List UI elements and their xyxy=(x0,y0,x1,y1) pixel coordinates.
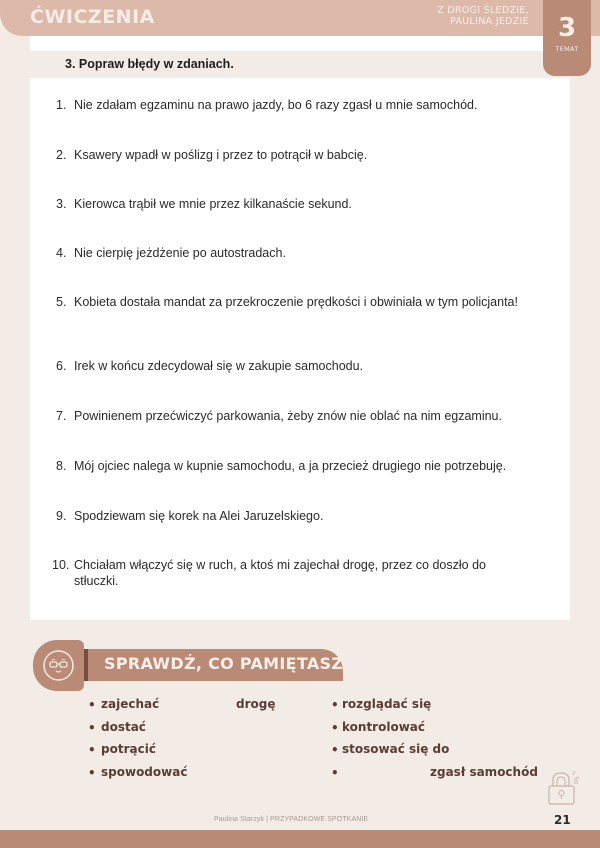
review-word: dostać xyxy=(101,720,146,734)
bullet: • xyxy=(88,698,96,712)
sentence-item xyxy=(56,97,526,113)
sentence-text: Nie zdałam egzaminu na prawo jazdy, bo 6 razy zgasł u mnie samochód. xyxy=(74,98,478,112)
sentence-number: 3. xyxy=(56,197,67,211)
sentence-number: 2. xyxy=(56,148,67,162)
sentence-text: Mój ojciec nalega w kupnie samochodu, a ja przecież drugiego nie potrzebuję. xyxy=(74,459,507,473)
padlock-icon xyxy=(544,770,582,806)
sentence-number: 5. xyxy=(56,295,67,309)
bullet: • xyxy=(331,766,339,780)
review-word: stosować się do xyxy=(342,742,450,756)
sentence-text: Spodziewam się korek na Alei Jaruzelskiego. xyxy=(74,509,324,523)
sentence-item xyxy=(56,294,526,310)
section-title: ĆWICZENIA xyxy=(30,6,155,28)
bullet: • xyxy=(331,721,339,735)
bullet: • xyxy=(88,766,96,780)
sentence-item xyxy=(56,196,526,212)
review-banner-divider xyxy=(84,649,88,681)
sentence-text: Ksawery wpadł w poślizg i przez to potrącił w babcię. xyxy=(74,148,368,162)
sentence-number: 10. xyxy=(52,558,70,572)
review-word: rozglądać się xyxy=(342,697,432,711)
sentence-number: 1. xyxy=(56,98,67,112)
sentence-number: 9. xyxy=(56,509,67,523)
review-title: SPRAWDŹ, CO PAMIĘTASZ xyxy=(104,654,344,673)
task-title: 3. Popraw błędy w zdaniach. xyxy=(65,57,234,71)
review-word: zajechać xyxy=(101,697,160,711)
sentence-number: 7. xyxy=(56,409,67,423)
bullet: • xyxy=(331,743,339,757)
review-word: spowodować xyxy=(101,765,188,779)
bullet: • xyxy=(331,698,339,712)
sentence-item xyxy=(56,358,526,374)
theme-tab xyxy=(543,0,591,76)
face-with-glasses-icon xyxy=(42,649,75,682)
sentence-item xyxy=(56,147,526,163)
footer-credit: Paulina Starzyk | PRZYPADKOWE SPOTKANIE xyxy=(214,816,369,823)
review-complement: zgasł samochód xyxy=(430,765,538,779)
sentence-number: 4. xyxy=(56,246,67,260)
sentence-item xyxy=(52,557,526,589)
sentence-number: 6. xyxy=(56,359,67,373)
sentence-text: Chciałam włączyć się w ruch, a ktoś mi zajechał drogę, przez co doszło do stłuczki. xyxy=(74,558,486,588)
sentence-item xyxy=(56,408,526,424)
sentence-text: Kierowca trąbił we mnie przez kilkanaście sekund. xyxy=(74,197,352,211)
bullet: • xyxy=(88,743,96,757)
sentence-item xyxy=(56,245,526,261)
theme-number: 3 xyxy=(557,13,577,43)
sentence-text: Powinienem przećwiczyć parkowania, żeby znów nie oblać na nim egzaminu. xyxy=(74,409,502,423)
sentence-text: Nie cierpię jeżdżenie po autostradach. xyxy=(74,246,286,260)
theme-label: TEMAT xyxy=(555,45,579,53)
review-word: potrącić xyxy=(101,742,156,756)
page-number: 21 xyxy=(554,813,571,827)
sentence-item xyxy=(56,458,526,474)
chapter-subtitle-line2: PAULINA JEDZIE xyxy=(450,16,529,27)
sentence-number: 8. xyxy=(56,459,67,473)
sentence-text: Kobieta dostała mandat za przekroczenie prędkości i obwiniała w tym policjanta! xyxy=(74,295,518,309)
chapter-subtitle xyxy=(437,5,529,27)
chapter-subtitle-line1: Z DROGI ŚLEDZIE, xyxy=(437,5,529,16)
footer-band xyxy=(0,830,600,848)
review-word: kontrolować xyxy=(342,720,425,734)
bullet: • xyxy=(88,721,96,735)
sentence-item xyxy=(56,508,526,524)
white-strip xyxy=(30,36,543,51)
review-complement: drogę xyxy=(236,697,276,711)
sentence-text: Irek w końcu zdecydował się w zakupie samochodu. xyxy=(74,359,364,373)
